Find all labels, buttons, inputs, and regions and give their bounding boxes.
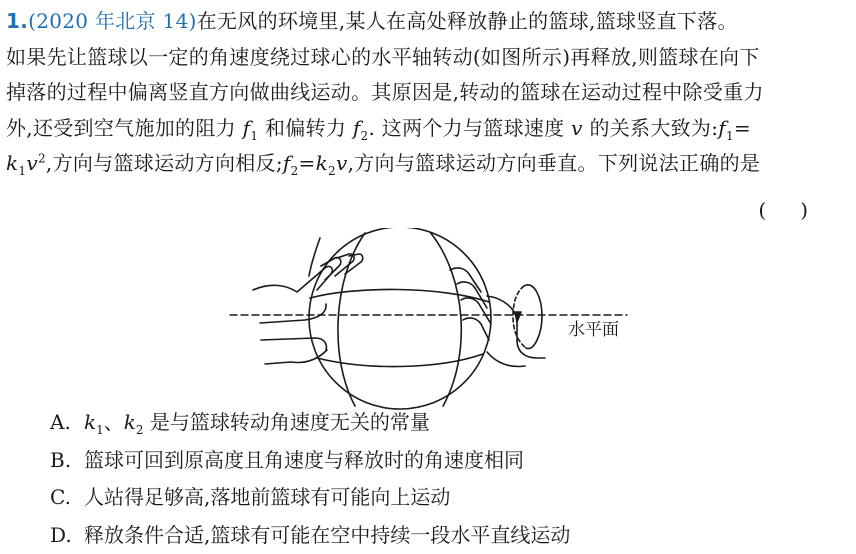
figure-label-horizontal-plane: 水平面 (568, 318, 619, 342)
symbol-v: v (26, 151, 38, 175)
left-hand (253, 254, 363, 323)
left-wrist (309, 238, 320, 276)
option-key: B. (50, 442, 84, 480)
subscript: 1 (250, 129, 258, 143)
symbol-f: f (353, 116, 361, 140)
stem-line-2: 如果先让篮球以一定的角速度绕过球心的水平轴转动(如图所示)再释放,则篮球在向下 (6, 45, 760, 69)
stem-line-4d: 的关系大致为: (589, 116, 718, 140)
rotation-arrow-head (515, 312, 521, 322)
right-arm (487, 296, 545, 358)
stem-line-3: 掉落的过程中偏离竖直方向做曲线运动。其原因是,转动的篮球在运动过程中除受重力 (6, 80, 764, 104)
symbol-k: k (124, 410, 136, 434)
question-source: (2020 年北京 14) (28, 9, 197, 33)
option-d[interactable] (50, 517, 570, 554)
equals-sign: = (734, 116, 751, 140)
question-number: 1. (6, 9, 28, 33)
symbol-f: f (718, 116, 726, 140)
subscript: 1 (726, 129, 734, 143)
symbol-v: v (571, 116, 583, 140)
separator: 、 (104, 410, 124, 434)
symbol-k: k (6, 151, 18, 175)
option-text: 释放条件合适,篮球有可能在空中持续一段水平直线运动 (84, 523, 570, 547)
stem-line-5b: ,方向与篮球运动方向垂直。下列说法正确的是 (348, 151, 761, 175)
option-text: 是与篮球转动角速度无关的常量 (150, 410, 430, 434)
ball-seam (338, 233, 365, 406)
symbol-k: k (84, 410, 96, 434)
subscript: 2 (291, 164, 299, 178)
answer-blank: () (758, 195, 842, 225)
stem-line-4b: 和偏转力 (265, 116, 346, 140)
subscript: 1 (96, 423, 104, 437)
option-text: 人站得足够高,落地前篮球有可能向上运动 (84, 485, 450, 509)
option-text: 篮球可回到原高度且角速度与释放时的角速度相同 (84, 448, 524, 472)
symbol-f: f (283, 151, 291, 175)
subscript: 2 (136, 423, 144, 437)
subscript: 2 (361, 129, 369, 143)
stem-line-1: 在无风的环境里,某人在高处释放静止的篮球,篮球竖直下落。 (197, 9, 738, 33)
stem-line-5a: ,方向与篮球运动方向相反; (46, 151, 283, 175)
right-hand (450, 268, 491, 340)
equals-sign: = (299, 151, 316, 175)
rotation-ellipse (524, 285, 542, 349)
symbol-v: v (336, 151, 348, 175)
subscript: 2 (328, 164, 336, 178)
right-arm-lower (487, 352, 525, 366)
stem-line-4c: . 这两个力与篮球速度 (368, 116, 564, 140)
symbol-k: k (316, 151, 328, 175)
symbol-f: f (243, 116, 251, 140)
option-key: D. (50, 517, 84, 554)
options-list (50, 404, 570, 554)
ball-seam (430, 232, 461, 406)
option-key: C. (50, 479, 84, 517)
question-stem (6, 4, 852, 182)
left-forearm (261, 338, 327, 364)
option-a[interactable] (50, 404, 570, 442)
basketball-outline (309, 228, 491, 409)
option-key: A. (50, 404, 84, 442)
stem-line-4a: 外,还受到空气施加的阻力 (6, 116, 236, 140)
subscript: 1 (18, 164, 26, 178)
option-b[interactable] (50, 442, 570, 480)
superscript: 2 (38, 151, 46, 165)
option-c[interactable] (50, 479, 570, 517)
